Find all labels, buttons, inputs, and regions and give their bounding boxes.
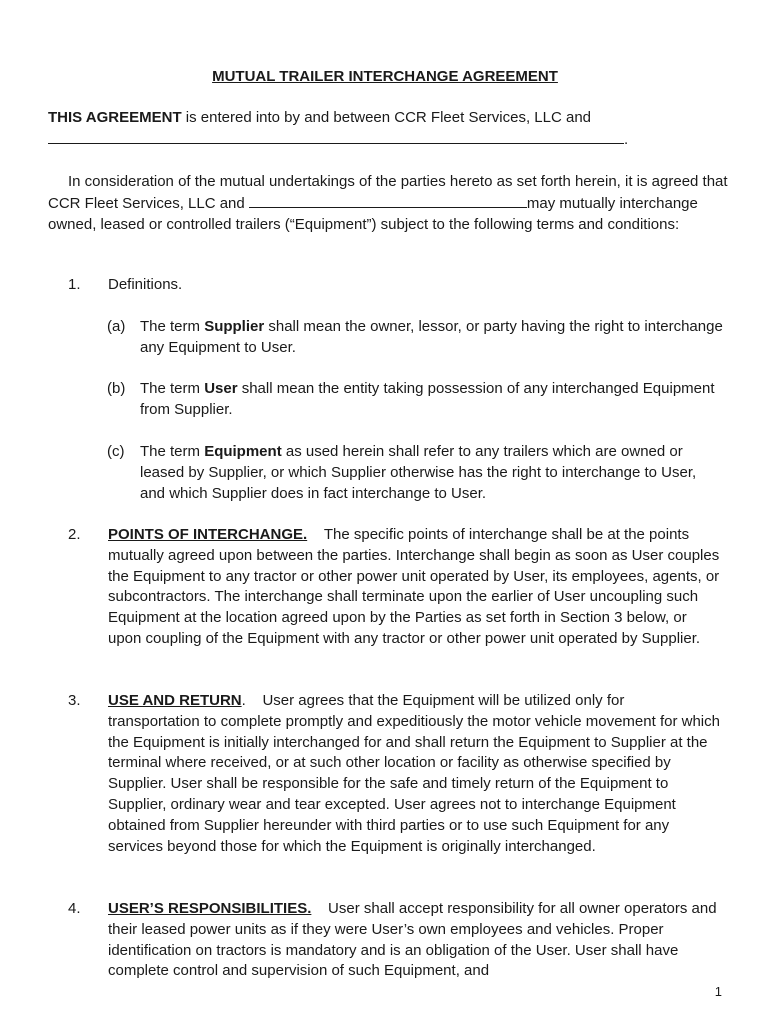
consideration-blank-line	[249, 193, 527, 208]
consideration-part2: may mutually interchange owned, leased or controlled trailers (“Equipment”) subject to the following terms and conditions:	[48, 194, 698, 233]
definition-label: (a)	[107, 318, 126, 335]
party-blank-line	[48, 129, 624, 144]
section-heading: USE AND RETURN	[108, 692, 242, 709]
section-number: 4.	[68, 900, 81, 917]
definition-term: User	[204, 380, 238, 397]
section-text: User shall accept responsibility for all owner operators and their leased power units as if they were User’s own employees and vehicles. Proper identification on tractors is mandatory and is an obligation of the User. User shall have complete control and supervision of such Equipment, and	[108, 900, 717, 980]
section-3: 3. USE AND RETURN. User agrees that the Equipment will be utilized only for transportation to complete promptly and expeditiously the motor vehicle movement for which the Equipment is initially interchanged for and shall return the Equipment to Supplier at the terminal where received, or at such other location or facility as otherwise specified by Supplier. User shall be responsible for the safe and timely return of the Equipment to Supplier, ordinary wear and tear excepted. User agrees not to interchange Equipment obtained from Supplier hereunder with third parties or to use such Equipment for any services beyond those for which the Equipment is originally interchanged.	[68, 692, 720, 855]
consideration-paragraph	[48, 172, 728, 235]
definition-term: Supplier	[204, 318, 265, 335]
intro-text: is entered into by and between CCR Fleet Services, LLC and	[181, 109, 592, 126]
definition-c	[107, 442, 719, 504]
section-text: User agrees that the Equipment will be utilized only for transportation to complete promptly and expeditiously the motor vehicle movement for which the Equipment is initially interchanged for and shall return the Equipment to Supplier at the terminal where received, or at such other location or facility as otherwise specified by Supplier. User shall be responsible for the safe and timely return of the Equipment to Supplier, ordinary wear and tear excepted. User agrees not to interchange Equipment obtained from Supplier hereunder with third parties or to use such Equipment for any services beyond those for which the Equipment is originally interchanged.	[108, 692, 720, 855]
section-heading: POINTS OF INTERCHANGE.	[108, 526, 308, 543]
consideration-part1: In consideration of the mutual undertakings of the parties hereto as set forth herein, it is agreed that CCR Fleet Services, LLC and	[48, 173, 728, 212]
section-text: The specific points of interchange shall be at the points mutually agreed upon between the parties. Interchange shall begin as soon as User couples the Equipment to any tractor or other power unit operated by User, its employees, agents, or subcontractors. The interchange shall terminate upon the earlier of User uncoupling such Equipment at the location agreed upon by the Parties as set forth in Section 3 below, or upon coupling of the Equipment with any tractor or other power unit operated by Supplier.	[108, 526, 720, 647]
definition-label: (c)	[107, 443, 125, 460]
intro-bold: THIS AGREEMENT	[48, 109, 182, 126]
section-4	[48, 899, 728, 982]
section-number: 2.	[68, 526, 81, 543]
definition-b	[107, 379, 719, 421]
intro-paragraph	[48, 108, 728, 151]
definition-a	[107, 317, 723, 359]
document-title: MUTUAL TRAILER INTERCHANGE AGREEMENT	[212, 68, 558, 85]
section-heading: USER’S RESPONSIBILITIES.	[108, 900, 312, 917]
definition-term: Equipment	[204, 443, 282, 460]
definition-label: (b)	[107, 380, 126, 397]
section-number: 3.	[68, 692, 81, 709]
definition-pre: The term	[140, 318, 205, 335]
section-number: 1.	[68, 276, 81, 293]
definition-text: shall mean the entity taking possession of any interchanged Equipment from Supplier.	[140, 380, 715, 418]
section-2	[48, 525, 728, 650]
definition-text: shall mean the owner, lessor, or party having the right to interchange any Equipment to User.	[140, 318, 723, 356]
definition-pre: The term	[140, 443, 205, 460]
page-number: 1	[714, 984, 722, 999]
section-1	[48, 275, 728, 296]
definition-text: as used herein shall refer to any trailers which are owned or leased by Supplier, or which Supplier otherwise has the right to interchange to User, and which Supplier does in fact interchange to User.	[140, 443, 697, 502]
definition-pre: The term	[140, 380, 205, 397]
section-label: Definitions.	[108, 276, 183, 293]
intro-end: .	[624, 130, 629, 148]
